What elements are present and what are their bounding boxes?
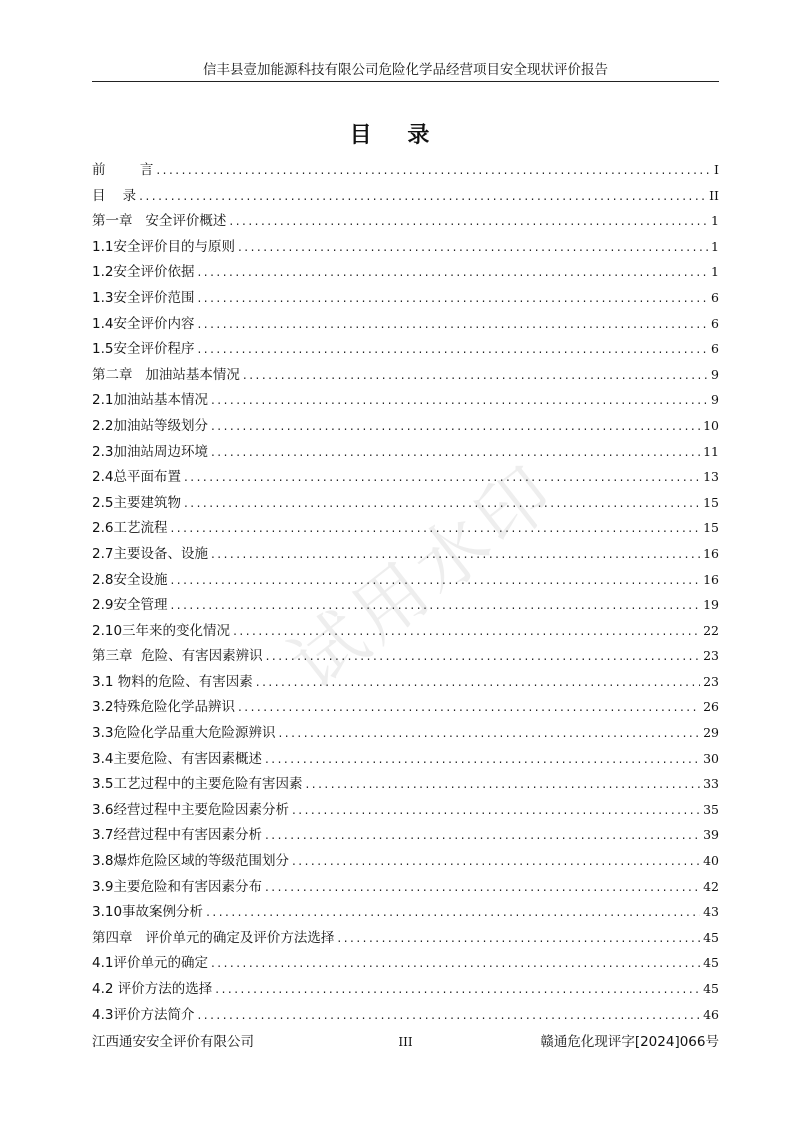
toc-entry-page: 46 [703,1006,719,1022]
toc-leader-dots [197,265,708,279]
toc-entry-page: 9 [711,366,719,382]
toc-entry-label: 3.1 物料的危险、有害因素 [92,673,253,690]
toc-leader-dots [184,470,700,484]
toc-entry-page: 29 [703,725,719,741]
toc-leader-dots [206,905,700,919]
toc-entry[interactable] [92,568,719,594]
toc-entry-label: 4.1评价单元的确定 [92,955,208,972]
toc-entry-page: 45 [703,929,719,945]
toc-leader-dots [211,956,700,970]
toc-entry-page: 45 [703,955,719,971]
toc-leader-dots [211,393,708,407]
toc-leader-dots [243,368,708,382]
page-header: 信丰县壹加能源科技有限公司危险化学品经营项目安全现状评价报告 [92,58,719,82]
toc-entry[interactable] [92,260,719,286]
toc-entry[interactable] [92,440,719,466]
toc-entry-label: 3.5工艺过程中的主要危险有害因素 [92,776,303,793]
toc-entry-page: 11 [703,443,719,459]
toc-entry-page: 45 [703,981,719,996]
toc-entry[interactable] [92,900,719,926]
toc-entry[interactable] [92,516,719,542]
toc-leader-dots [238,240,708,254]
toc-entry-label: 3.10事故案例分析 [92,904,204,921]
toc-entry-label: 1.5安全评价程序 [92,341,195,358]
toc-leader-dots [337,931,700,945]
toc-entry[interactable] [92,670,719,696]
toc-leader-dots [197,291,708,305]
toc-entry[interactable] [92,491,719,517]
toc-entry[interactable] [92,849,719,875]
toc-entry-page: 39 [703,827,719,843]
toc-entry[interactable] [92,875,719,901]
toc-entry[interactable] [92,772,719,798]
toc-entry-page: 35 [703,801,719,817]
toc-leader-dots [233,624,700,638]
toc-leader-dots [265,880,700,894]
toc-entry[interactable] [92,337,719,363]
toc-entry[interactable] [92,695,719,721]
toc-leader-dots [265,828,700,842]
toc-entry-label: 2.6工艺流程 [92,520,168,537]
toc-entry-page: 9 [711,392,719,408]
toc-entry-label: 第二章 加油站基本情况 [92,366,240,383]
page-footer [92,1030,719,1050]
toc-leader-dots [139,189,706,203]
toc-entry-label: 1.2安全评价依据 [92,264,195,281]
toc-leader-dots [292,803,700,817]
toc-entry-page: 1 [711,213,719,229]
toc-leader-dots [197,1008,700,1022]
toc-entry[interactable] [92,542,719,568]
toc-entry-label: 前 言 [92,162,154,178]
toc-entry-page: 13 [703,469,719,485]
toc-entry-page: 22 [703,622,719,638]
toc-entry[interactable] [92,644,719,670]
toc-entry-label: 第一章 安全评价概述 [92,213,227,230]
toc-entry-label: 3.7经营过程中有害因素分析 [92,827,262,844]
watermark: 试用水印 [274,447,573,706]
toc-entry-label: 1.1安全评价目的与原则 [92,238,235,255]
toc-entry-label: 3.6经营过程中主要危险因素分析 [92,801,289,818]
toc-leader-dots [229,214,708,228]
toc-leader-dots [238,700,700,714]
toc-entry[interactable] [92,977,719,1003]
toc-entry-page: 23 [703,648,719,664]
toc-leader-dots [170,598,700,612]
toc-entry[interactable] [92,593,719,619]
toc-leader-dots [197,317,708,331]
toc-entry[interactable] [92,823,719,849]
toc-entry-page: 40 [703,853,719,869]
toc-entry-label: 3.4主要危险、有害因素概述 [92,750,262,767]
toc-leader-dots [256,675,700,689]
toc-entry-label: 2.4总平面布置 [92,469,181,486]
toc-entry-page: 16 [703,571,719,587]
toc-entry-page: 1 [711,264,719,280]
toc-leader-dots [184,496,700,510]
toc-entry-label: 2.9安全管理 [92,597,168,614]
toc-entry[interactable] [92,721,719,747]
toc-leader-dots [292,854,700,868]
toc-entry[interactable] [92,1003,719,1029]
toc-entry-page: 30 [703,750,719,766]
toc-entry[interactable] [92,158,719,184]
toc-entry-label: 3.8爆炸危险区域的等级范围划分 [92,853,289,870]
toc-entry[interactable] [92,235,719,261]
toc-entry-label: 3.9主要危险和有害因素分布 [92,878,262,895]
toc-leader-dots [278,726,700,740]
toc-entry-label: 2.3加油站周边环境 [92,443,208,460]
toc-entry-page: 15 [703,494,719,510]
toc-entry-page: II [709,187,719,203]
toc-entry-page: I [714,162,719,177]
toc-entry-page: 16 [703,545,719,561]
toc-entry-label: 2.2加油站等级划分 [92,417,208,434]
table-of-contents [92,158,719,1028]
toc-entry-page: 33 [703,776,719,792]
toc-entry-label: 2.5主要建筑物 [92,494,181,511]
toc-leader-dots [211,445,700,459]
toc-entry[interactable] [92,951,719,977]
toc-entry[interactable] [92,747,719,773]
toc-leader-dots [170,521,700,535]
toc-entry-label: 1.4安全评价内容 [92,315,195,332]
toc-entry[interactable] [92,363,719,389]
document-number: 赣通危化现评字[2024]066号 [540,1034,719,1050]
toc-entry-label: 2.8安全设施 [92,571,168,588]
toc-entry[interactable] [92,619,719,645]
toc-leader-dots [211,419,700,433]
page-title: 目 录 [349,123,444,148]
toc-leader-dots [211,547,700,561]
toc-leader-dots [197,342,708,356]
page-number: III [398,1035,413,1049]
toc-entry-page: 6 [711,341,719,357]
footer-company: 江西通安安全评价有限公司 [92,1034,254,1050]
toc-entry-page: 6 [711,289,719,305]
toc-leader-dots [170,573,700,587]
toc-entry-page: 26 [703,699,719,715]
toc-entry-page: 15 [703,520,719,536]
toc-entry-page: 42 [703,878,719,894]
toc-entry[interactable] [92,286,719,312]
toc-entry[interactable] [92,209,719,235]
toc-leader-dots [265,752,700,766]
toc-entry-page: 1 [711,238,719,254]
toc-entry-label: 3.2特殊危险化学品辨识 [92,699,235,716]
toc-entry[interactable] [92,465,719,491]
toc-entry-label: 2.10三年来的变化情况 [92,622,231,639]
toc-entry[interactable] [92,184,719,210]
toc-entry-label: 第四章 评价单元的确定及评价方法选择 [92,929,335,946]
toc-entry-label: 1.3安全评价范围 [92,289,195,306]
toc-leader-dots [266,649,701,663]
toc-entry-label: 目 录 [92,187,137,204]
toc-entry[interactable] [92,414,719,440]
toc-entry-page: 19 [703,597,719,613]
toc-entry[interactable] [92,388,719,414]
toc-entry-label: 2.1加油站基本情况 [92,392,208,409]
toc-entry[interactable] [92,798,719,824]
toc-entry-page: 23 [703,673,719,689]
toc-leader-dots [215,982,700,996]
toc-leader-dots [305,777,700,791]
toc-entry-page: 6 [711,315,719,331]
toc-entry-page: 10 [703,417,719,433]
toc-entry-label: 4.2 评价方法的选择 [92,981,213,997]
toc-entry-label: 第三章 危险、有害因素辨识 [92,648,263,665]
toc-entry-page: 43 [703,904,719,920]
toc-leader-dots [156,163,711,177]
toc-entry-label: 4.3评价方法简介 [92,1006,195,1023]
toc-entry[interactable] [92,312,719,338]
toc-entry[interactable] [92,926,719,952]
toc-entry-label: 3.3危险化学品重大危险源辨识 [92,725,276,742]
toc-entry-label: 2.7主要设备、设施 [92,545,208,562]
